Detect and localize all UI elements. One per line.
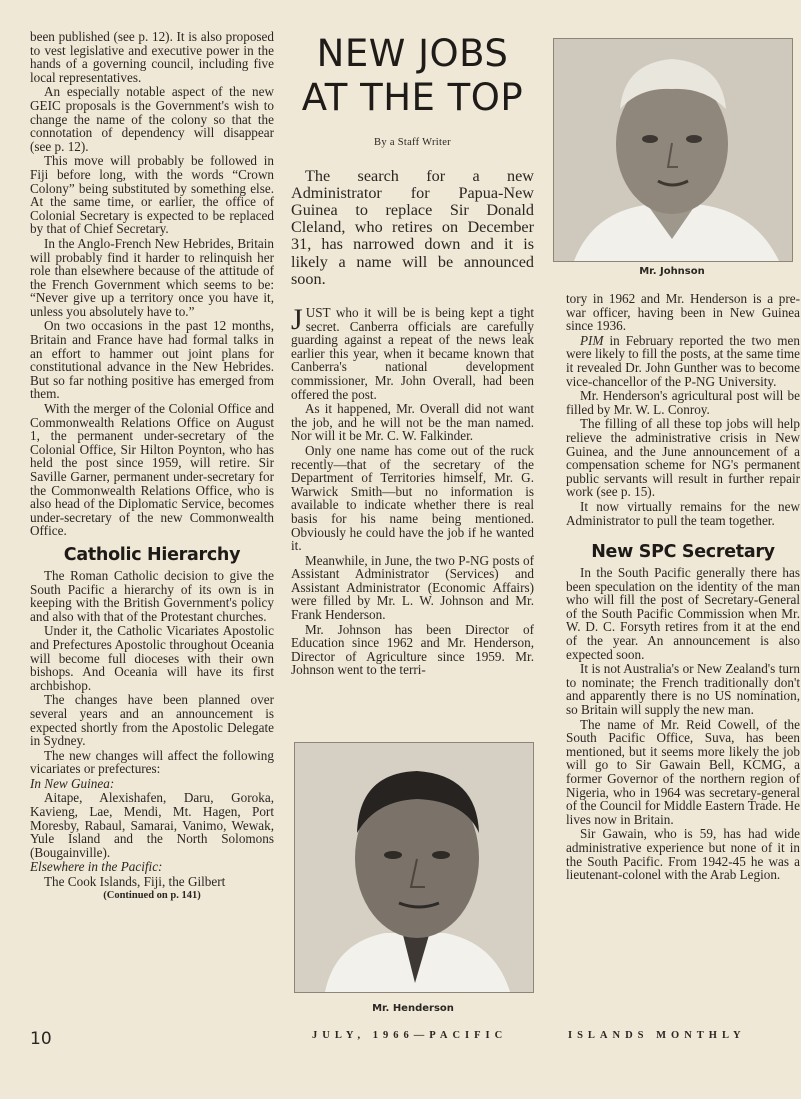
paragraph: The new changes will affect the following vicariates or prefectures: xyxy=(30,747,274,777)
paragraph: Mr. Johnson has been Director of Education since 1962 and Mr. Henderson, Director of Agriculture since 1959. Mr. Johnson went to the terri- xyxy=(291,621,534,678)
paragraph: With the merger of the Colonial Office and Commonwealth Relations Office on August 1, the permanent under-secretary of the Colonial Office, Sir Hilton Poynton, who has held the post since 1959, will retire. Sir Saville Garner, permanent under-secretary for the Commonwealth Relations Office, who is also head of the Diplomatic Service, becomes under-secretary of the new Commonwealth Office. xyxy=(30,401,274,539)
photo-henderson xyxy=(294,742,534,993)
column-1 xyxy=(30,30,274,901)
paragraph: The Roman Catholic decision to give the South Pacific a hierarchy of its own is in keeping with the British Government's policy and also with that of the Protestant churches. xyxy=(30,567,274,624)
paragraph: been published (see p. 12). It is also proposed to vest legislative and executive power in the hands of a governing council, including five local representatives. xyxy=(30,29,274,85)
portrait-johnson-image xyxy=(554,39,792,261)
subheading-elsewhere: Elsewhere in the Pacific: xyxy=(30,859,163,875)
column-3 xyxy=(566,292,800,883)
column-2 xyxy=(291,30,534,678)
paragraph: Aitape, Alexishafen, Daru, Goroka, Kavieng, Lae, Mendi, Mt. Hagen, Port Moresby, Rabaul, Samarai, Vanimo, Wewak, Yule Island and the North Solomons (Bougainville). xyxy=(30,790,274,860)
paragraph: Mr. Henderson's agricultural post will be filled by Mr. W. L. Conroy. xyxy=(566,388,800,417)
paragraph: It now virtually remains for the new Administrator to pull the team together. xyxy=(566,498,800,528)
paragraph: In the Anglo-French New Hebrides, Britain will probably find it harder to relinquish her role than elsewhere because of the attitude of the French Government which seems to be: “Never give up a territory once you have it, unless you absolutely have to.” xyxy=(30,235,274,319)
paragraph: Under it, the Catholic Vicariates Apostolic and Prefectures Apostolic throughout Oceania will become full dioceses with their own bishops. And Oceania will have its first archbishop. xyxy=(30,623,274,693)
section-heading-spc: New SPC Secretary xyxy=(591,542,775,563)
paragraph: The name of Mr. Reid Cowell, of the South Pacific Office, Suva, has been mentioned, but it seems more likely the job will go to Sir Gawain Bell, KCMG, a former Governor of the northern region of Nigeria, who in 1964 was secretary-general of the Council for Middle Eastern Trade. He lives now in Britain. xyxy=(566,716,800,827)
paragraph: Meanwhile, in June, the two P-NG posts of Assistant Administrator (Services) and Assistant Administrator (Economic Affairs) were filled by Mr. L. W. Johnson and Mr. Frank Henderson. xyxy=(291,552,534,623)
paragraph: In the South Pacific generally there has been speculation on the identity of the man who will fill the post of Secretary-General of the South Pacific Commission when Mr. W. D. C. Forsyth retires from it at the end of the year. An announcement is also expected soon. xyxy=(566,565,800,662)
paragraph-text: UST who it will be is being kept a tight secret. Canberra officials are carefully guarding against a repeat of the news leak earlier this year, when it became known that Canberra's national development commissioner, Mr. John Overall, had been offered the post. xyxy=(291,305,534,402)
photo-johnson xyxy=(553,38,793,262)
continued-note: (Continued on p. 141) xyxy=(103,889,201,901)
paragraph: This move will probably be followed in Fiji before long, with the words “Crown Colony” being substituted by something else. At the same time, or earlier, the office of Colonial Secretary is expected to be replaced by that of Chief Secretary. xyxy=(30,153,274,237)
drop-cap: J xyxy=(291,303,303,337)
lead-paragraph: The search for a new Administrator for Papua-New Guinea to replace Sir Donald Cleland, who retires on December 31, has narrowed down and it is likely a name will be announced soon. xyxy=(291,166,534,288)
paragraph xyxy=(566,334,800,388)
footer-date: JULY, 1966—PACIFIC xyxy=(312,1030,508,1041)
subheading-new-guinea: In New Guinea: xyxy=(30,775,115,791)
paragraph: Only one name has come out of the ruck recently—that of the secretary of the Department of Territories himself, Mr. G. Warwick Smith—but no information is available to indicate whether there is real basis for his name being mentioned. Obviously he could have the job if he wanted it. xyxy=(291,442,534,554)
caption-henderson: Mr. Henderson xyxy=(372,1003,454,1014)
paragraph: The Cook Islands, Fiji, the Gilbert xyxy=(44,874,226,890)
paragraph: tory in 1962 and Mr. Henderson is a pre-war officer, having been in New Guinea since 1936. xyxy=(566,291,800,334)
section-heading-catholic: Catholic Hierarchy xyxy=(63,544,241,565)
paragraph: The filling of all these top jobs will help relieve the administrative crisis in New Guinea, and the June announcement of a compensation scheme for NG's permanent public servants will result in further repair work (see p. 15). xyxy=(566,416,800,500)
page-number: 10 xyxy=(30,1029,52,1049)
paragraph: It is not Australia's or New Zealand's turn to nominate; the French traditionally don't and apparently there is no US nomination, so Britain will supply the new man. xyxy=(566,661,800,718)
byline: By a Staff Writer xyxy=(374,137,451,148)
paragraph xyxy=(291,303,534,402)
footer-publication: ISLANDS MONTHLY xyxy=(568,1030,746,1041)
caption-johnson: Mr. Johnson xyxy=(639,266,705,277)
paragraph: On two occasions in the past 12 months, Britain and France have had formal talks in an effort to hammer out joint plans for constitutional advance in the New Hebrides. But so far nothing positive has emerged from them. xyxy=(30,318,274,402)
paragraph-text: in February reported the two men were likely to fill the posts, at the same time it revealed Dr. John Gunther was to become vice-chancellor of the P-NG University. xyxy=(566,332,800,389)
pim-italic: PIM xyxy=(580,332,604,348)
article-headline: NEW JOBS AT THE TOP xyxy=(301,32,524,119)
paragraph: The changes have been planned over several years and an announcement is expected shortly from the Apostolic Delegate in Sydney. xyxy=(30,692,274,749)
paragraph: Sir Gawain, who is 59, has had wide administrative experience but none of it in the South Pacific. From 1942-45 he was a lieutenant-colonel with the Arab Legion. xyxy=(566,826,800,883)
paragraph: An especially notable aspect of the new GEIC proposals is the Government's wish to change the name of the colony so that the connotation of dependency will disappear (see p. 12). xyxy=(30,84,274,154)
paragraph: As it happened, Mr. Overall did not want the job, and he will not be the man named. Nor will it be Mr. C. W. Falkinder. xyxy=(291,401,534,444)
portrait-henderson-image xyxy=(295,743,533,992)
